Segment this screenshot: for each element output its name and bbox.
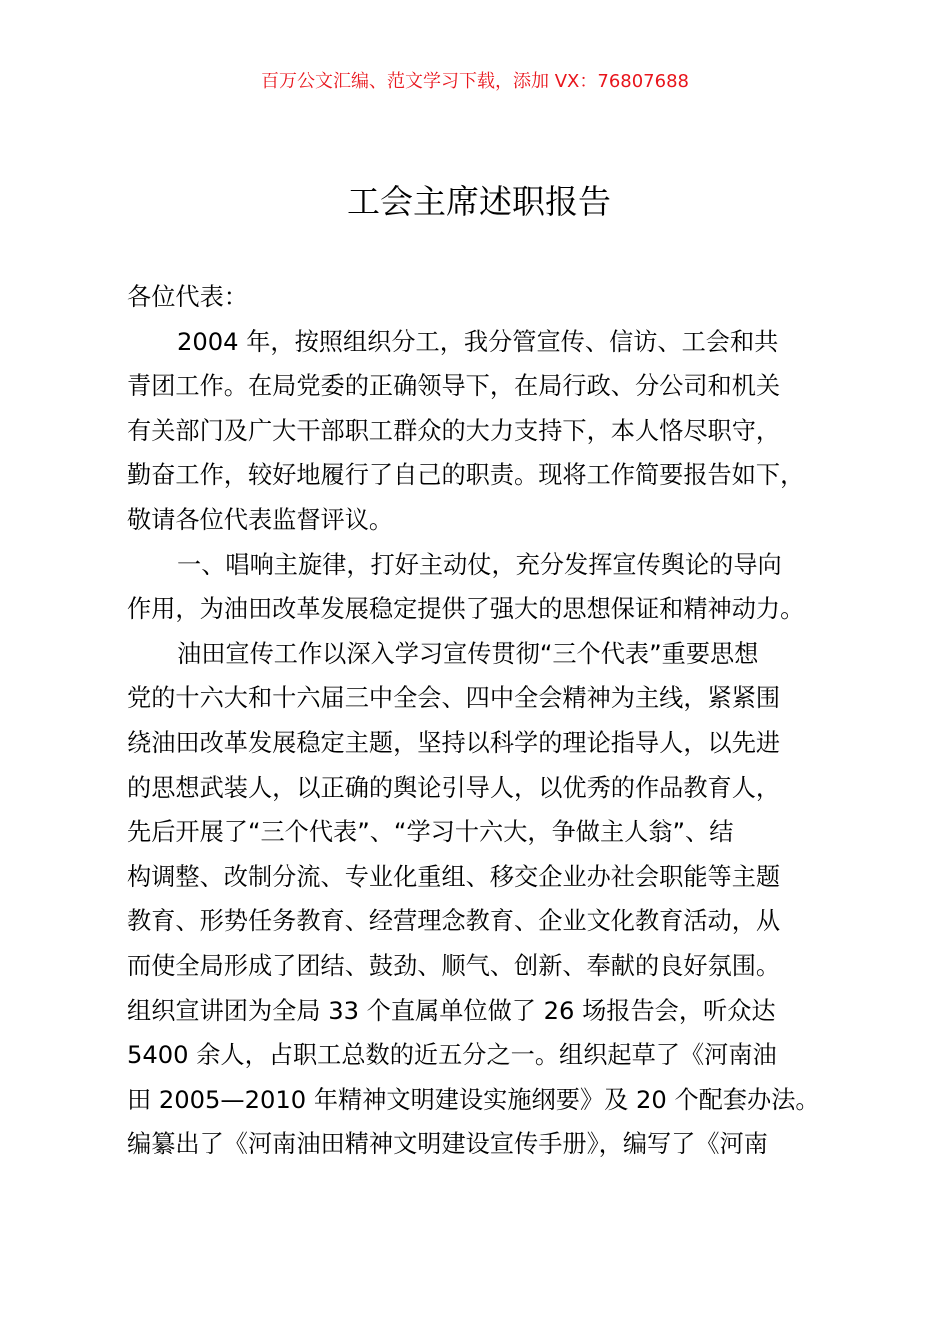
paragraph-publicity-line: 组织宣讲团为全局 33 个直属单位做了 26 场报告会，听众达 [127, 996, 776, 1025]
section-heading-line: 作用，为油田改革发展稳定提供了强大的思想保证和精神动力。 [127, 595, 805, 624]
paragraph-publicity-line: 绕油田改革发展稳定主题，坚持以科学的理论指导人，以先进 [127, 728, 781, 757]
paragraph-publicity-line: 田 2005—2010 年精神文明建设实施纲要》及 20 个配套办法。 [127, 1085, 820, 1114]
paragraph-publicity-line: 党的十六大和十六届三中全会、四中全会精神为主线，紧紧围 [127, 684, 781, 713]
section-heading-line: 一、唱响主旋律，打好主动仗，充分发挥宣传舆论的导向 [177, 550, 782, 579]
paragraph-publicity-line: 油田宣传工作以深入学习宣传贯彻“三个代表”重要思想 [177, 639, 759, 668]
paragraph-intro-line: 勤奋工作，较好地履行了自己的职责。现将工作简要报告如下， [127, 461, 805, 490]
paragraph-publicity-line: 的思想武装人，以正确的舆论引导人，以优秀的作品教育人， [127, 773, 781, 802]
paragraph-publicity-line: 5400 余人，占职工总数的近五分之一。组织起草了《河南油 [127, 1041, 777, 1070]
paragraph-publicity-line: 先后开展了“三个代表”、“学习十六大，争做主人翁”、结 [127, 818, 734, 847]
salutation: 各位代表： [127, 283, 248, 311]
paragraph-intro-line: 敬请各位代表监督评议。 [127, 505, 394, 534]
paragraph-intro-line: 有关部门及广大干部职工群众的大力支持下，本人恪尽职守， [127, 416, 781, 445]
paragraph-publicity-line: 构调整、改制分流、专业化重组、移交企业办社会职能等主题 [127, 862, 781, 891]
header-watermark-note: 百万公文汇编、范文学习下载，添加 VX：76807688 [261, 71, 689, 92]
document-title: 工会主席述职报告 [347, 182, 611, 221]
paragraph-publicity-line: 编纂出了《河南油田精神文明建设宣传手册》，编写了《河南 [127, 1130, 768, 1159]
paragraph-publicity-line: 教育、形势任务教育、经营理念教育、企业文化教育活动，从 [127, 907, 781, 936]
paragraph-intro-line: 青团工作。在局党委的正确领导下，在局行政、分公司和机关 [127, 372, 781, 401]
paragraph-intro-line: 2004 年，按照组织分工，我分管宣传、信访、工会和共 [177, 327, 779, 356]
document-body [127, 275, 857, 1167]
paragraph-publicity-line: 而使全局形成了团结、鼓劲、顺气、创新、奉献的良好氛围。 [127, 951, 781, 980]
